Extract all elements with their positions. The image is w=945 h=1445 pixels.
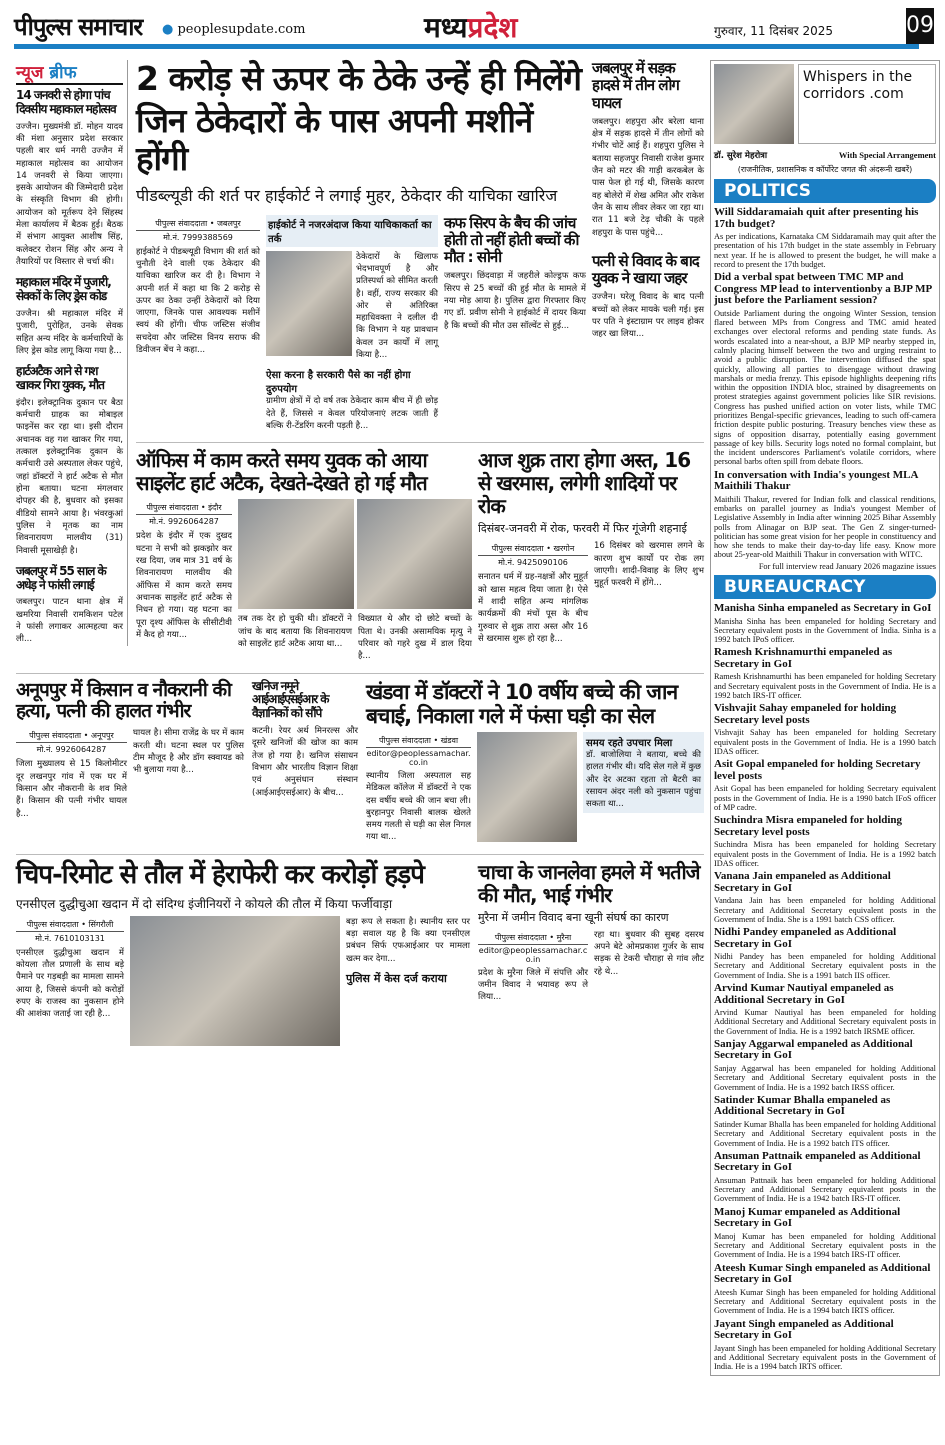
reporter-mobile: मो.नं. 9926064287: [36, 745, 107, 755]
reporter-mobile: मो.नं. 9926064287: [149, 517, 219, 527]
brief-item: [16, 89, 123, 268]
news-item-title: Ateesh Kumar Singh empaneled as Additional Secretary in GoI: [714, 1261, 931, 1286]
article-headline: जबलपुर में सड़क हादसे में तीन लोग घायल: [592, 59, 679, 112]
byline: पीपुल्स संवाददाता • इंदौर: [136, 502, 232, 515]
newspaper-logo: पीपुल्स समाचार: [14, 13, 143, 41]
box-title: ऐसा करना है सरकारी पैसे का नहीं होगा दुरुपयोग: [266, 370, 411, 396]
news-item-body: Maithili Thakur, revered for Indian folk and classical renditions, embarks on parallel journey as India's youngest Member of Legislative Assembly in India after winning 2025 Bihar Assembly polls from Alinagar on BJP seat. The Gen Z singer-turned-politician has some great vision for her people in constituency and how she tends to make their day-to-day life easy. Know more about 25-year-old Maithili Thakur in conversation with WITC.: [714, 494, 936, 560]
news-item: [714, 207, 936, 269]
page-number: 09: [906, 8, 934, 44]
article-body: विख्यात थे और दो छोटे बच्चों के पिता थे। उनकी असामयिक मृत्यु ने परिवार को गहरे दुख में डाल दिया है...: [358, 614, 472, 662]
news-item-body: Manoj Kumar has been empaneled for holding Additional Secretary and Additional Secretary equivalent posts in the Government of India. He is a 1994 batch IRS-IT officer.: [714, 1231, 936, 1260]
arrangement-note: With Special Arrangement: [838, 150, 936, 160]
article-body: एनसीएल दुद्धीचुआ खदान में कोयला तौल प्रणाली के साथ बड़े पैमाने पर गड़बड़ी का मामला सामने आया है, जिससे कंपनी को करोड़ों रुपए के राजस्व का नुकसान होने की आशंका जताई जा रही है...: [16, 947, 124, 1020]
news-brief-label: [16, 60, 123, 85]
website-text: peoplesupdate.com: [177, 22, 306, 37]
office-heart-attack-story: [136, 449, 472, 662]
article-body: जिला मुख्यालय से 15 किलोमीटर दूर लखनपुर गांव में एक घर में किसान और नौकरानी के शव मिले हैं। किसान की पत्नी गंभीर घायल है...: [16, 759, 127, 819]
box-title: पुलिस में केस दर्ज कराया: [346, 971, 447, 985]
news-item: [714, 1151, 936, 1204]
news-item: [714, 759, 936, 812]
news-item: [714, 1263, 936, 1316]
brief-title: हार्टअटैक आने से गश खाकर गिरा युवक, मौत: [16, 364, 104, 392]
news-item: [714, 603, 936, 644]
news-item-body: Vandana Jain has been empaneled for holding Additional Secretary and Additional Secretary equivalent posts in the Government of India. She is a 1991 batch CSS officer.: [714, 896, 936, 924]
article-headline: आज शुक्र तारा होगा अस्त, 16 से खरमास, लगेगी शादियों पर रोक: [478, 448, 691, 519]
news-item-body: As per indications, Karnataka CM Siddaramaih may quit after the presentation of his 17th budget in the state assembly in February next year. If he is allowed to present the budget, he will make a record to present the 17th budget.: [714, 232, 936, 269]
byline: पीपुल्स संवाददाता • मुरैना: [478, 932, 588, 945]
news-item-title: Sanjay Aggarwal empaneled as Additional Secretary in GoI: [714, 1037, 913, 1062]
news-item-body: Ansuman Pattnaik has been empaneled for holding Additional Secretary and Additional Secretary equivalent posts in the Government of India. He is a 1942 batch IRS-IT officer.: [714, 1175, 936, 1204]
news-item: [714, 703, 936, 756]
news-item-title: Did a verbal spat between TMC MP and Congress MP lead to interventionby a BJP MP just before the Parliament session?: [714, 271, 932, 307]
news-item-title: Manisha Sinha empaneled as Secretary in GoI: [714, 601, 932, 614]
bureaucracy-section-label: BUREAUCRACY: [714, 575, 936, 599]
article-body: प्रदेश के मुरैना जिले में संपत्ति और जमीन विवाद ने भयावह रूप ले लिया...: [478, 967, 588, 1003]
news-item-title: In conversation with India's youngest MLA Maithili Thakur: [714, 468, 918, 493]
article-body: सनातन धर्म में ग्रह-नक्षत्रों और मुहूर्त को खास महत्व दिया जाता है। ऐसे में शादी सहित अन्य मांगलिक कार्यक्रमों की मंचों पूस के बीच गुरुवार से शुक्र तारा अस्त और 16 से खरमास शुरू हो रहा है...: [478, 572, 588, 644]
byline: पीपुल्स संवाददाता • अनूपपुर: [16, 730, 127, 743]
article-body: रहा था। बुधवार की सुबह दसरथ अपने बेटे ओमप्रकाश गुर्जर के साथ सड़क से टेकरी चौराहा से गांव लौट रहे थे...: [594, 929, 704, 977]
section-title: [424, 8, 517, 46]
brief-title: जबलपुर में 55 साल के अधेड़ ने फांसी लगाई: [16, 563, 106, 592]
news-item-body: Jayant Singh has been empaneled for holding Additional Secretary and Additional Secretary equivalent posts in the Government of India. He is a 1994 batch IRTS officer.: [714, 1343, 936, 1372]
article-body: घायल है। सीमा राजेंद्र के घर में काम करती थी। घटना स्थल पर पुलिस टीम मौजूद है और डॉग स्क्वायड को भी बुलाया गया है...: [133, 728, 244, 776]
brief-title: 14 जनवरी से होगा पांच दिवसीय महाकाल महोत्सव: [16, 88, 116, 116]
highcourt-box: [266, 215, 438, 433]
news-item: [714, 1095, 936, 1148]
news-item-title: Satinder Kumar Bhalla empaneled as Additional Secretary in GoI: [714, 1093, 891, 1118]
news-item-body: Asit Gopal has been empaneled for holding Secretary equivalent posts in the Government of India. He is a 1990 batch IFoS officer of MP cadre.: [714, 784, 936, 812]
section-title-a: मध्य: [424, 11, 468, 44]
chacha-story: [478, 861, 704, 1004]
box-body: डॉ. बाजोलिया ने बताया, बच्चे की हालत गंभीर थी। यदि सेल गले में कुछ और देर अटका रहता तो बैटरी का रसायन अंदर नली को नुकसान पहुंचा सकता था...: [586, 749, 701, 810]
article-body: जबलपुर। शहपुरा और बरेला थाना क्षेत्र में सड़क हादसे में तीन लोगों को गंभीर चोटें आई हैं। शहपुरा पुलिस ने बताया सहजपुर निवासी राजेश कुमार जैन को मटर की गाड़ी करकबेल के पास फेल हो गई थी, जिसके कारण वह बोलेरो में शेख अमित और राकेश जैन के साथ लीवर लेकर जा रहा था। रात 11 बजे टेढ़ चौकी के पहले शहपुरा के पास पहुंचे...: [592, 116, 704, 238]
columnist-name: डॉ. सुरेश मेहरोत्रा: [714, 151, 768, 161]
lead-headline-2: जिन ठेकेदारों के पास अपनी मशीनें होंगी: [136, 100, 533, 178]
box-title: समय रहते उपचार मिला: [586, 737, 673, 749]
news-item: [714, 1039, 936, 1092]
politics-section-label: POLITICS: [714, 179, 936, 203]
article-headline: कफ सिरप के बैच की जांच होती तो नहीं होती बच्चों की मौत : सोनी: [444, 213, 579, 267]
article-headline: अनूपपुर में किसान व नौकरानी की हत्या, पत्नी की हालत गंभीर: [16, 678, 231, 723]
news-item: [714, 871, 936, 924]
reporter-mobile: मो.नं. 7999388569: [163, 232, 233, 242]
box-body: ग्रामीण क्षेत्रों में दो वर्ष तक ठेकेदार काम बीच में ही छोड़ देते हैं, जिससे न केवल परियोजनाएं लटक जाती हैं बल्कि री-टेंडरिंग करनी पड़ती है...: [266, 396, 438, 432]
cctv-photo: [238, 499, 354, 609]
reporter-email: editor@peoplessamachar.co.in: [478, 945, 588, 964]
brief-item: [16, 276, 123, 357]
anuppur-story: [16, 680, 244, 820]
box-body: ठेकेदारों के खिलाफ भेदभावपूर्ण है और प्रतिस्पर्धा को सीमित करती है। वहीं, राज्य सरकार की ओर से अतिरिक्त महाधिवक्ता ने दलील दी कि विभाग ने यह प्रावधान केवल उन कार्यों में लागू किया है...: [356, 251, 438, 361]
article-body: स्थानीय जिला अस्पताल सह मेडिकल कॉलेज में डॉक्टरों ने एक दस वर्षीय बच्चे की जान बचा ली। बुरहानपुर निवासी बालक खेलते समय गलती से घड़ी का सेल निगल गया था...: [366, 770, 471, 843]
byline: पीपुल्स संवाददाता • खरगोन: [478, 543, 588, 556]
reporter-email: editor@peoplessamachar.co.in: [366, 748, 471, 767]
lead-body-column: [136, 215, 260, 357]
news-item: [714, 1319, 936, 1372]
article-headline: खनिज नमूने आईआईएसईआर के वैज्ञानिकों को सौंपे: [252, 678, 329, 721]
news-item-title: Nidhi Pandey empaneled as Additional Secretary in GoI: [714, 926, 897, 950]
website-link[interactable]: [162, 22, 305, 37]
brief-title: महाकाल मंदिर में पुजारी, सेवकों के लिए ड्रेस कोड: [16, 275, 111, 304]
article-subhead: मुरैना में जमीन विवाद बना खूनी संघर्ष का कारण: [478, 910, 669, 924]
bureaucracy-items: [714, 603, 936, 1372]
brief-body: जबलपुर। पाटन थाना क्षेत्र में खमरिया निवासी रामकिशन पटेल ने फांसी लगाकर आत्महत्या कर ली...: [16, 597, 123, 645]
politics-items: [714, 207, 936, 560]
box-title: हाईकोर्ट ने नजरअंदाज किया याचिकाकर्ता का तर्क: [266, 215, 438, 247]
news-item-body: Vishvajit Sahay has been empaneled for holding Secretary equivalent posts in the Government of India. He is a 1990 batch IDAS officer.: [714, 728, 936, 756]
khandwa-story: [366, 680, 704, 844]
chip-remote-story: [16, 861, 470, 1046]
news-item: [714, 815, 936, 868]
issue-date: गुरुवार, 11 दिसंबर 2025: [714, 24, 834, 38]
news-item-body: Satinder Kumar Bhalla has been empaneled for holding Additional Secretary and Additional Secretary equivalent posts in the Government of India. He is a 1992 batch ITS officer.: [714, 1119, 936, 1148]
location-pin-icon: ●: [162, 22, 174, 37]
byline: पीपुल्स संवाददाता • खंडवा: [366, 735, 471, 748]
news-item-title: Will Siddaramaiah quit after presenting his 17th budget?: [714, 206, 919, 230]
news-item-title: Ansuman Pattnaik empaneled as Additional Secretary in GoI: [714, 1149, 921, 1174]
news-item-body: Outside Parliament during the ongoing Winter Session, tension flared between MPs from Congress and TMC amid heated exchanges over electoral reforms and pending state funds. As words escalated into a near-shout, a BJP MP nearby stepped in, calmly placing himself between the two and urging restraint to avoid a public disruption. The intervention diffused the spat quickly, allowing all parties to disengage without drawing marshals or media frenzy. This episode highlights deepening rifts within the opposition INDIA bloc, strained by disagreements on protest strategies against government policies like SIR revisions. Congress has pushed unified action on voter lists, while TMC prioritizes Bengal-specific grievances, leading to such off-camera friction despite public posturing. Treasury benches view these as signs of opposition disarray, potentially easing government passage of key bills. Security logs noted no formal complaint, but the incident underscores Parliament's volatile corridors, where personal barbs often spill from debate floors.: [714, 308, 936, 467]
news-item-title: Arvind Kumar Nautiyal empaneled as Additional Secretary in GoI: [714, 982, 894, 1006]
column-tagline: (राजनीतिक, प्रशासनिक व कॉर्पोरेट जगत की अंदरूनी खबरें): [737, 165, 913, 174]
news-item-body: Suchindra Misra has been empaneled for holding Secretary equivalent posts in the Government of India. He is a 1992 batch IDAS officer.: [714, 840, 936, 868]
article-headline: पत्नी से विवाद के बाद युवक ने खाया जहर: [592, 251, 699, 288]
news-item-body: Manisha Sinha has been empaneled for holding Secretary and Secretary equivalent posts in the Government of India. Sinha is a 1992 batch IPoS officer.: [714, 616, 936, 645]
news-brief-label-a: न्यूज: [16, 63, 44, 83]
byline: पीपुल्स संवाददाता • सिंगरौली: [16, 919, 124, 932]
article-body: प्रदेश के इंदौर में एक दुखद घटना ने सभी को झकझोर कर रख दिया, जब मात्र 31 वर्ष के शिवनारायण मालवीय की ऑफिस में काम करते समय अचानक साइलेंट हार्ट अटैक से निधन हो गया। यह घटना का पूरा दृश्य ऑफिस के सीसीटीवी में कैद हो गया...: [136, 531, 232, 640]
article-headline: चिप-रिमोट से तौल में हेराफेरी कर करोड़ों हड़पे: [16, 859, 424, 890]
main-stories: [136, 60, 704, 663]
brief-body: इंदौर। इलेक्ट्रानिक दुकान पर बैठा कर्मचारी ग्राहक का मोबाइल फाइनेंस कर रहा था। इसी दौरान अचानक वह गश खाकर गिर गया, तत्काल इलेक्ट्रानिक दुकान के कर्मचारी उसे अस्पताल लेकर पहुंचे, जहां डॉक्टरों ने हार्ट अटैक से मौत होना बताया। घटना मंगलवार दोपहर की है, बुधवार को इसका वीडियो सामने आया है। भंवरकुआं पुलिस ने मृतक का नाम शिवनारायण मालवीय (31) निवासी मूसाखेड़ी है।: [16, 397, 123, 556]
article-body: हाईकोर्ट ने पीडब्ल्यूडी विभाग की शर्त को चुनौती देने वाली एक ठेकेदार की याचिका खारिज कर दी है। विभाग ने अपनी शर्त में कहा था कि 2 करोड़ से ऊपर का ठेका उन्हीं ठेकेदारों को दिया जाएगा, जिनके पास आवश्यक मशीनें स्वयं की होंगी। चीफ जस्टिस संजीव सचदेवा और जस्टिस विनय सराफ की डिवीजन बेंच ने कहा...: [136, 246, 260, 356]
article-headline: ऑफिस में काम करते समय युवक को आया साइलेंट हार्ट अटैक, देखते-देखते हो गई मौत: [136, 448, 427, 496]
article-headline: चाचा के जानलेवा हमले में भतीजे की मौत, भाई गंभीर: [478, 859, 700, 907]
whispers-column: [710, 60, 940, 1376]
news-item-body: Sanjay Aggarwal has been empaneled for holding Additional Secretary and Additional Secretary equivalent posts in the Government of India. He is a 1992 batch IRSS officer.: [714, 1064, 936, 1092]
article-subhead: दिसंबर-जनवरी में रोक, फरवरी में फिर गूंजेगी शहनाई: [478, 522, 687, 536]
article-body: जबलपुर। छिंदवाड़ा में जहरीले कोल्ड्रफ कफ सिरप से 25 बच्चों की हुई मौत के मामले में नया मोड़ आया है। पुलिस द्वारा गिरफ्तार किए गए डॉ. प्रवीण सोनी ने हाईकोर्ट में दायर किया है कि बच्चों की मौत उस सॉल्वेंट से हुई...: [444, 271, 586, 331]
news-item: [714, 470, 936, 560]
news-item: [714, 927, 936, 980]
columnist-photo: [714, 64, 794, 144]
article-body: उज्जैन। घरेलू विवाद के बाद पत्नी बच्चों को लेकर मायके चली गई। इस पर पति ने इंस्टाग्राम पर लाइव होकर जहर खा लिया...: [592, 292, 704, 340]
news-item-title: Asit Gopal empaneled for holding Secretary level posts: [714, 758, 921, 782]
lead-story: [136, 60, 586, 432]
news-item-title: Suchindra Misra empaneled for holding Secretary level posts: [714, 814, 903, 838]
news-item-body: Ramesh Krishnamurthi has been empaneled for holding Secretary and Secretary equivalent posts in the Government of India. He is a 1992 batch IRS-IT officer.: [714, 672, 936, 701]
article-body: 16 दिसंबर को खरमास लगने के कारण शुभ कार्यों पर रोक लग जाएगी। शादी-विवाह के लिए शुभ मुहूर्त फरवरी में होंगे...: [594, 541, 704, 589]
brief-item: [16, 365, 123, 557]
article-body: बड़ा रूप ले सकता है। स्थानीय स्तर पर बड़ा सवाल यह है कि क्या एनसीएल प्रबंधन सिर्फ एफआईआर पर मामला खत्म कर देगा...: [346, 916, 470, 964]
shukra-tara-story: [478, 449, 704, 645]
cctv-photo: [357, 499, 473, 609]
news-item: [714, 1207, 936, 1260]
news-item-title: Ramesh Krishnamurthi empaneled as Secretary in GoI: [714, 646, 893, 670]
lead-subhead: पीडब्ल्यूडी की शर्त पर हाईकोर्ट ने लगाई मुहर, ठेकेदार की याचिका खारिज: [136, 185, 558, 205]
news-item-body: Nidhi Pandey has been empaneled for holding Additional Secretary and Additional Secretary equivalent posts in the Government of India. She is a 1991 batch IIS officer.: [714, 952, 936, 980]
brief-body: उज्जैन। मुख्यमंत्री डॉ. मोहन यादव की मंशा अनुसार प्रदेश सरकार पहली बार धर्म नगरी उज्जैन में महाकाल महोत्सव का आयोजन 14 जनवरी से किया जाएगा। इसके आयोजन की जिम्मेदारी प्रदेश के संस्कृति विभाग की होगी। आयोजन को मूर्तरूप देने सिंहस्थ मेला कार्यालय में बैठक हुई। बैठक में संभाग आयुक्त आशीष सिंह, कलेक्टर रोशन सिंह और अन्य ने तैयारियों पर विस्तार से चर्चा की।: [16, 121, 123, 268]
byline: पीपुल्स संवाददाता • जबलपुर: [136, 218, 260, 231]
brief-body: उज्जैन। श्री महाकाल मंदिर में पुजारी, पुरोहित, उनके सेवक सहित अन्य मंदिर के कर्मचारियों के लिए ड्रेस कोड लागू किया गया है...: [16, 308, 123, 356]
whispers-logo: Whispers in the corridors .com: [798, 64, 936, 144]
news-item-body: Arvind Kumar Nautiyal has been empaneled for holding Additional Secretary and Additional Secretary equivalent posts in the Government of India. He is a 1992 batch IRSME officer.: [714, 1008, 936, 1036]
brief-item: [16, 565, 123, 646]
news-item-title: Vishvajit Sahay empaneled for holding Secretary level posts: [714, 702, 897, 726]
cough-syrup-story: [444, 215, 586, 332]
interview-note: For full interview read January 2026 magazine issues: [758, 561, 936, 571]
lead-headline-1: 2 करोड़ से ऊपर के ठेके उन्हें ही मिलेंगे: [136, 59, 582, 98]
news-item-body: Ateesh Kumar Singh has been empaneled for holding Additional Secretary and Additional Secretary equivalent posts in the Government of India. He is a 1994 batch IRTS officer.: [714, 1287, 936, 1316]
mine-photo: [130, 916, 340, 1046]
hospital-photo: [477, 732, 577, 842]
hindi-content-area: [16, 60, 704, 1046]
news-item-title: Jayant Singh empaneled as Additional Secretary in GoI: [714, 1317, 894, 1342]
section-title-b: प्रदेश: [467, 11, 518, 44]
news-item-title: Manoj Kumar empaneled as Additional Secretary in GoI: [714, 1205, 901, 1230]
reporter-mobile: मो.नं. 7610103131: [35, 933, 105, 943]
article-body: तब तक देर हो चुकी थी। डॉक्टरों ने जांच के बाद बताया कि शिवनारायण को साइलेंट हार्ट अटैक आया था...: [238, 614, 352, 649]
header-divider: [14, 44, 919, 49]
news-brief-column: [16, 60, 128, 646]
news-item-title: Vanana Jain empaneled as Additional Secretary in GoI: [714, 870, 891, 894]
khanij-story: [252, 680, 358, 799]
news-item: [714, 272, 936, 466]
jabalpur-accident-story: [592, 60, 704, 341]
gavel-photo: [266, 251, 352, 356]
article-subhead: एनसीएल दुद्धीचुआ खदान में दो संदिग्ध इंजीनियरों ने कोयले की तौल में किया फर्जीवाड़ा: [16, 896, 393, 911]
article-body: कटनी। रेयर अर्थ मिनरल्स और दूसरे खनिजों की खोज का काम तेज हो गया है। खनिज संसाधन विभाग और भारतीय विज्ञान शिक्षा एवं अनुसंधान संस्थान (आईआईएसईआर) के बीच...: [252, 726, 358, 798]
news-item: [714, 647, 936, 700]
masthead: [14, 8, 934, 48]
article-headline: खंडवा में डॉक्टरों ने 10 वर्षीय बच्चे की जान बचाई, निकाला गले में फंसा घड़ी का सेल: [366, 679, 678, 728]
reporter-mobile: मो.नं. 9425090106: [498, 558, 568, 568]
news-item: [714, 983, 936, 1036]
news-brief-label-b: ब्रीफ: [49, 63, 77, 83]
